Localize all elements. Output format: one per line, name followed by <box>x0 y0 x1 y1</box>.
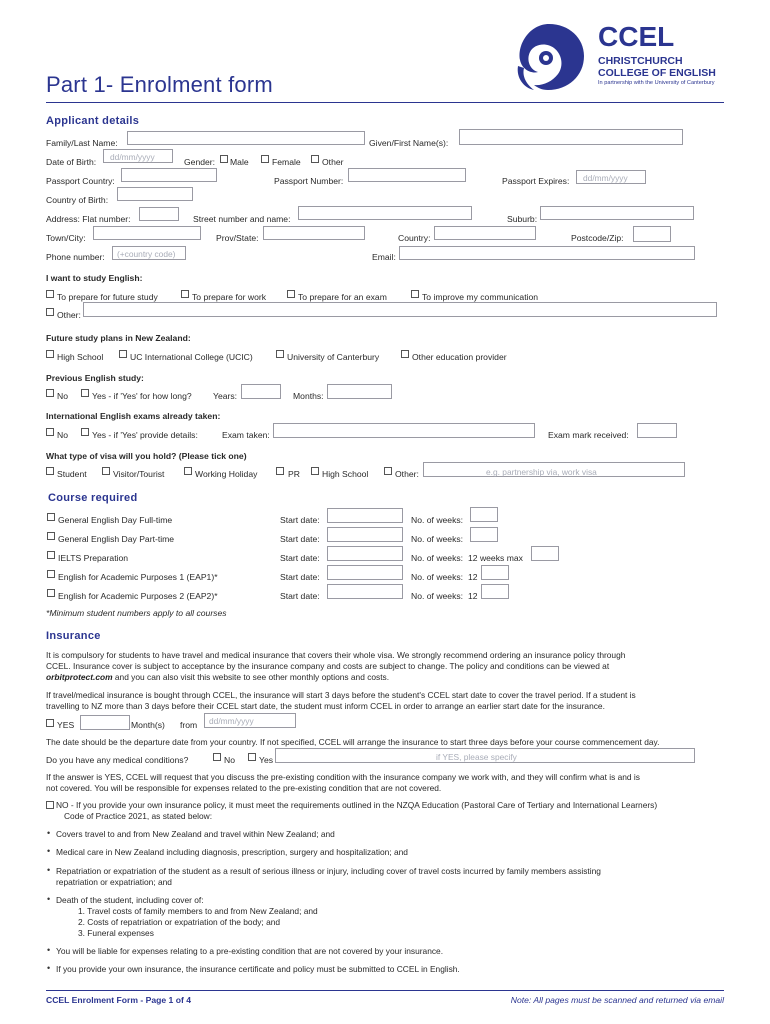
course-weeks-input[interactable] <box>470 527 498 542</box>
insurance-bullet-1: Covers travel to and from New Zealand and travel within New Zealand; and <box>56 829 335 839</box>
footer-rule <box>46 990 724 991</box>
visa-other-label: Other: <box>395 469 419 479</box>
bullet-icon: • <box>47 828 51 838</box>
course-weeks-label: No. of weeks: <box>411 591 464 601</box>
visa-student-label: Student <box>57 469 87 479</box>
course-weeks-label: No. of weeks: <box>411 553 464 563</box>
future-other-checkbox[interactable] <box>401 350 409 358</box>
previous-yes-checkbox[interactable] <box>81 389 89 397</box>
course-heading: Course required <box>48 492 138 504</box>
study-work-checkbox[interactable] <box>181 290 189 298</box>
bullet-icon: • <box>47 945 51 955</box>
phone-label: Phone number: <box>46 252 105 262</box>
course-weeks-fixed: 12 <box>468 572 478 582</box>
insurance-p1-line2: CCEL. Insurance cover is subject to acceptance by the insurance company and costs are subject to change. The policy and conditions can be viewed at <box>46 661 610 671</box>
exams-yes-label: Yes - if 'Yes' provide details: <box>92 430 198 440</box>
insurance-no-line2: Code of Practice 2021, as stated below: <box>64 811 213 821</box>
future-ucic-label: UC International College (UCIC) <box>130 352 253 362</box>
insurance-from-label: from <box>180 720 198 730</box>
course-weeks-input[interactable] <box>481 584 509 599</box>
course-weeks-input[interactable] <box>470 507 498 522</box>
future-ucic-checkbox[interactable] <box>119 350 127 358</box>
page-title: Part 1- Enrolment form <box>46 72 273 97</box>
visa-highschool-label: High School <box>322 469 369 479</box>
insurance-no-checkbox[interactable] <box>46 801 54 809</box>
given-name-label: Given/First Name(s): <box>369 138 449 148</box>
exams-no-label: No <box>57 430 68 440</box>
medical-specify-placeholder: if YES, please specify <box>436 752 517 762</box>
insurance-p3-line1: If the answer is YES, CCEL will request that you discuss the pre-existing condition with the insurance company we work with, and they will confirm what is and is <box>46 772 640 782</box>
gender-female-checkbox[interactable] <box>261 155 269 163</box>
course-start-label: Start date: <box>280 515 320 525</box>
exam-mark-input[interactable] <box>637 423 677 438</box>
course-checkbox[interactable] <box>47 570 55 578</box>
insurance-bullet-4-1: 1. Travel costs of family members to and from New Zealand; and <box>78 906 318 916</box>
study-exam-checkbox[interactable] <box>287 290 295 298</box>
insurance-p1-line3-rest: and you can also visit this website to see other monthly options and costs. <box>112 672 390 682</box>
visa-heading: What type of visa will you hold? (Please tick one) <box>46 451 247 461</box>
insurance-no-line1: NO - If you provide your own insurance policy, it must meet the requirements outlined in the NZQA Education (Pastoral Care of Tertiary and International Learners) <box>56 800 658 810</box>
previous-years-input[interactable] <box>241 384 281 399</box>
passport-expires-label: Passport Expires: <box>502 176 570 186</box>
visa-highschool-checkbox[interactable] <box>311 467 319 475</box>
town-label: Town/City: <box>46 233 86 243</box>
logo-line2: COLLEGE OF ENGLISH <box>598 67 716 79</box>
email-label: Email: <box>372 252 396 262</box>
insurance-departure: The date should be the departure date from your country. If not specified, CCEL will arrange the insurance to start three days before your course commencement day. <box>46 737 660 747</box>
exam-taken-label: Exam taken: <box>222 430 270 440</box>
course-start-input[interactable] <box>327 565 403 580</box>
visa-other-checkbox[interactable] <box>384 467 392 475</box>
insurance-months-input[interactable] <box>80 715 130 730</box>
course-start-label: Start date: <box>280 553 320 563</box>
future-highschool-checkbox[interactable] <box>46 350 54 358</box>
course-start-input[interactable] <box>327 584 403 599</box>
applicant-heading: Applicant details <box>46 115 140 127</box>
study-exam-label: To prepare for an exam <box>298 292 387 302</box>
insurance-bullet-3-line2: repatriation or expatriation; and <box>56 877 172 887</box>
study-other-checkbox[interactable] <box>46 308 54 316</box>
medical-no-label: No <box>224 755 235 765</box>
course-start-input[interactable] <box>327 508 403 523</box>
visa-visitor-label: Visitor/Tourist <box>113 469 165 479</box>
course-checkbox[interactable] <box>47 589 55 597</box>
study-other-input[interactable] <box>83 302 717 317</box>
medical-no-checkbox[interactable] <box>213 753 221 761</box>
study-future-label: To prepare for future study <box>57 292 158 302</box>
visa-other-placeholder: e.g. partnership via, work visa <box>486 467 597 477</box>
passport-expires-placeholder: dd/mm/yyyy <box>583 173 628 183</box>
country-of-birth-label: Country of Birth: <box>46 195 109 205</box>
insurance-heading: Insurance <box>46 630 101 642</box>
country-label: Country: <box>398 233 431 243</box>
course-weeks-fixed: 12 <box>468 591 478 601</box>
medical-yes-checkbox[interactable] <box>248 753 256 761</box>
gender-other-label: Other <box>322 157 344 167</box>
course-name: English for Academic Purposes 2 (EAP2)* <box>58 591 218 601</box>
course-checkbox[interactable] <box>47 551 55 559</box>
previous-yes-label: Yes - if 'Yes' for how long? <box>92 391 192 401</box>
future-uc-checkbox[interactable] <box>276 350 284 358</box>
logo-line1: CHRISTCHURCH <box>598 55 683 67</box>
insurance-yes-checkbox[interactable] <box>46 719 54 727</box>
country-of-birth-input[interactable] <box>117 187 193 201</box>
medical-yes-label: Yes <box>259 755 274 765</box>
study-future-checkbox[interactable] <box>46 290 54 298</box>
header-rule <box>46 102 724 103</box>
course-checkbox[interactable] <box>47 513 55 521</box>
previous-heading: Previous English study: <box>46 373 144 383</box>
medical-label: Do you have any medical conditions? <box>46 755 189 765</box>
passport-country-label: Passport Country: <box>46 176 115 186</box>
insurance-bullet-3-line1: Repatriation or expatriation of the student as a result of serious illness or injury, including cover of travel costs incurred by family members assisting <box>56 866 601 876</box>
exams-yes-checkbox[interactable] <box>81 428 89 436</box>
exam-taken-input[interactable] <box>273 423 535 438</box>
suburb-input[interactable] <box>540 206 694 220</box>
given-name-input[interactable] <box>459 129 683 145</box>
study-communication-label: To improve my communication <box>422 292 539 302</box>
visa-visitor-checkbox[interactable] <box>102 467 110 475</box>
insurance-bullet-2: Medical care in New Zealand including diagnosis, prescription, surgery and hospitalization; and <box>56 847 408 857</box>
course-weeks-label: No. of weeks: <box>411 515 464 525</box>
future-highschool-label: High School <box>57 352 104 362</box>
exams-heading: International English exams already taken: <box>46 411 221 421</box>
street-input[interactable] <box>298 206 472 220</box>
insurance-bullet-4-3: 3. Funeral expenses <box>78 928 154 938</box>
prov-label: Prov/State: <box>216 233 259 243</box>
study-communication-checkbox[interactable] <box>411 290 419 298</box>
course-name: IELTS Preparation <box>58 553 129 563</box>
email-input[interactable] <box>399 246 695 260</box>
address-flat-label: Address: Flat number: <box>46 214 131 224</box>
insurance-from-placeholder: dd/mm/yyyy <box>209 716 254 726</box>
exams-no-checkbox[interactable] <box>46 428 54 436</box>
footer-right: Note: All pages must be scanned and returned via email <box>510 995 724 1005</box>
insurance-months-label: Month(s) <box>131 720 165 730</box>
course-weeks-input[interactable] <box>531 546 559 561</box>
course-weeks-fixed: 12 weeks max <box>468 553 523 563</box>
course-weeks-input[interactable] <box>481 565 509 580</box>
postcode-label: Postcode/Zip: <box>571 233 624 243</box>
visa-working-holiday-label: Working Holiday <box>195 469 258 479</box>
dob-label: Date of Birth: <box>46 157 97 167</box>
bullet-icon: • <box>47 865 51 875</box>
orbitprotect-link[interactable]: orbitprotect.com <box>46 672 113 682</box>
previous-no-label: No <box>57 391 68 401</box>
future-other-label: Other education provider <box>412 352 507 362</box>
gender-male-label: Male <box>230 157 249 167</box>
insurance-p3-line2: not covered. You will be responsible for expenses related to the pre-existing condition that are not covered. <box>46 783 442 793</box>
address-flat-input[interactable] <box>139 207 179 221</box>
insurance-p2-line2: travelling to NZ more than 3 days before their CCEL start date, the student must inform CCEL in order to arrange an earlier start date for the insurance. <box>46 701 605 711</box>
course-start-label: Start date: <box>280 572 320 582</box>
insurance-bullet-4-2: 2. Costs of repatriation or expatriation of the body; and <box>78 917 281 927</box>
previous-years-label: Years: <box>213 391 238 401</box>
study-other-label: Other: <box>57 310 81 320</box>
visa-pr-label: PR <box>288 469 300 479</box>
passport-number-label: Passport Number: <box>274 176 344 186</box>
previous-months-input[interactable] <box>327 384 392 399</box>
bullet-icon: • <box>47 894 51 904</box>
course-start-label: Start date: <box>280 534 320 544</box>
course-name: General English Day Part-time <box>58 534 175 544</box>
street-label: Street number and name: <box>193 214 291 224</box>
family-name-label: Family/Last Name: <box>46 138 118 148</box>
passport-number-input[interactable] <box>348 168 466 182</box>
bullet-icon: • <box>47 963 51 973</box>
country-input[interactable] <box>434 226 536 240</box>
visa-student-checkbox[interactable] <box>46 467 54 475</box>
exam-mark-label: Exam mark received: <box>548 430 629 440</box>
insurance-p2-line1: If travel/medical insurance is bought through CCEL, the insurance will start 3 days before the student's CCEL start date to cover the travel period. If a student is <box>46 690 636 700</box>
course-start-input[interactable] <box>327 527 403 542</box>
town-input[interactable] <box>93 226 201 240</box>
course-name: General English Day Full-time <box>58 515 173 525</box>
visa-working-holiday-checkbox[interactable] <box>184 467 192 475</box>
insurance-p1-line1: It is compulsory for students to have travel and medical insurance that covers their whole visa. We strongly recommend ordering an insurance policy through <box>46 650 626 660</box>
insurance-bullet-4: Death of the student, including cover of: <box>56 895 204 905</box>
prov-input[interactable] <box>263 226 365 240</box>
study-work-label: To prepare for work <box>192 292 267 302</box>
course-name: English for Academic Purposes 1 (EAP1)* <box>58 572 218 582</box>
dob-placeholder: dd/mm/yyyy <box>110 152 155 162</box>
logo-tagline: In partnership with the University of Canterbury <box>598 80 715 86</box>
insurance-bullet-5: You will be liable for expenses relating to a pre-existing condition that are not covered by your insurance. <box>56 946 444 956</box>
gender-label: Gender: <box>184 157 216 167</box>
course-weeks-label: No. of weeks: <box>411 572 464 582</box>
insurance-p1-line3 <box>46 672 389 683</box>
ccel-logo-icon <box>512 22 586 92</box>
previous-no-checkbox[interactable] <box>46 389 54 397</box>
passport-country-input[interactable] <box>121 168 217 182</box>
phone-placeholder: (+country code) <box>117 249 176 259</box>
footer-left: CCEL Enrolment Form - Page 1 of 4 <box>46 995 192 1005</box>
postcode-input[interactable] <box>633 226 671 242</box>
course-start-label: Start date: <box>280 591 320 601</box>
logo-name: CCEL <box>598 21 675 52</box>
family-name-input[interactable] <box>127 131 365 145</box>
insurance-bullet-6: If you provide your own insurance, the insurance certificate and policy must be submitted to CCEL in English. <box>56 964 460 974</box>
insurance-yes-label: YES <box>57 720 75 730</box>
future-heading: Future study plans in New Zealand: <box>46 333 191 343</box>
course-weeks-label: No. of weeks: <box>411 534 464 544</box>
course-checkbox[interactable] <box>47 532 55 540</box>
previous-months-label: Months: <box>293 391 324 401</box>
course-note: *Minimum student numbers apply to all courses <box>46 608 227 618</box>
gender-other-checkbox[interactable] <box>311 155 319 163</box>
bullet-icon: • <box>47 846 51 856</box>
study-heading: I want to study English: <box>46 273 143 283</box>
future-uc-label: University of Canterbury <box>287 352 380 362</box>
ccel-logo <box>512 22 752 94</box>
gender-female-label: Female <box>272 157 301 167</box>
visa-pr-checkbox[interactable] <box>276 467 284 475</box>
gender-male-checkbox[interactable] <box>220 155 228 163</box>
course-start-input[interactable] <box>327 546 403 561</box>
suburb-label: Suburb: <box>507 214 538 224</box>
